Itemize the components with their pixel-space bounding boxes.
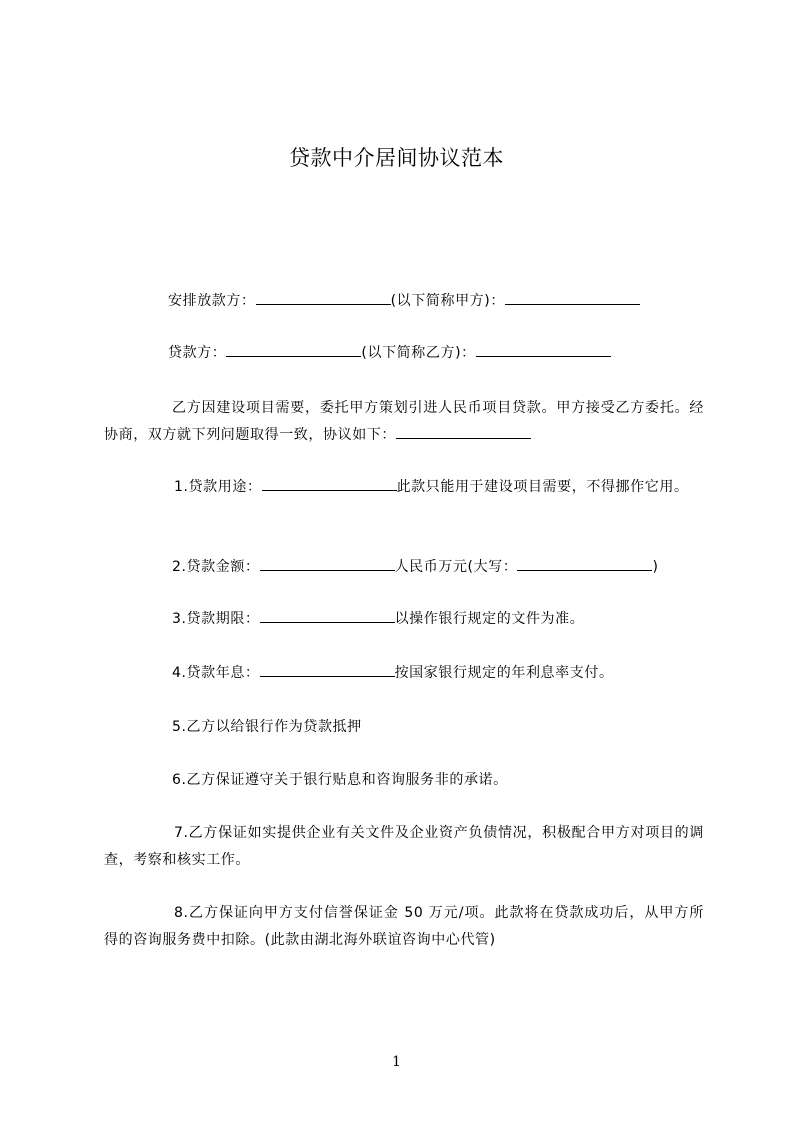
clause-2-text: 人民币万元(大写： bbox=[394, 559, 518, 575]
clause-2-blank bbox=[260, 556, 395, 571]
intro-paragraph bbox=[104, 395, 704, 449]
clause-4-label: 4.贷款年息： bbox=[172, 665, 260, 681]
page-number: 1 bbox=[392, 1054, 401, 1070]
clause-2-label: 2.贷款金额： bbox=[172, 559, 260, 575]
party-b-blank bbox=[226, 342, 361, 357]
clause-2 bbox=[104, 554, 704, 581]
party-b-line bbox=[104, 340, 704, 367]
clause-3-blank bbox=[260, 608, 395, 623]
clause-4 bbox=[104, 660, 704, 687]
clause-1-text: 此款只能用于建设项目需要，不得挪作它用。 bbox=[396, 479, 689, 495]
clause-6: 6.乙方保证遵守关于银行贴息和咨询服务非的承诺。 bbox=[172, 772, 508, 788]
party-b-suffix: (以下简称乙方)： bbox=[361, 345, 476, 361]
party-b-label: 贷款方： bbox=[168, 345, 227, 361]
document-title: 贷款中介居间协议范本 bbox=[289, 146, 504, 170]
clause-3-text: 以操作银行规定的文件为准。 bbox=[394, 611, 585, 627]
intro-text: 乙方因建设项目需要，委托甲方策划引进人民币项目贷款。甲方接受乙方委托。经协商，双方就下列问题取得一致，协议如下： bbox=[104, 400, 704, 443]
party-a-line bbox=[104, 288, 704, 315]
clause-8: 8.乙方保证向甲方支付信誉保证金 50 万元/项。此款将在贷款成功后，从甲方所得的咨询服务费中扣除。(此款由湖北海外联谊咨询中心代管) bbox=[104, 905, 704, 948]
party-a-suffix: (以下简称甲方)： bbox=[390, 293, 505, 309]
clause-5: 5.乙方以给银行作为贷款抵押 bbox=[172, 719, 362, 735]
clause-4-text: 按国家银行规定的年利息率支付。 bbox=[394, 665, 614, 681]
clause-1-label: 1.贷款用途： bbox=[174, 479, 262, 495]
clause-3-label: 3.贷款期限： bbox=[172, 611, 260, 627]
party-a-blank bbox=[256, 290, 391, 305]
clause-2-blank-2 bbox=[517, 556, 652, 571]
party-a-blank-2 bbox=[505, 290, 640, 305]
party-b-blank-2 bbox=[476, 342, 611, 357]
clause-3 bbox=[104, 606, 704, 633]
clause-1 bbox=[104, 474, 704, 501]
party-a-label: 安排放款方： bbox=[168, 293, 256, 309]
clause-2-close: ) bbox=[652, 559, 659, 575]
clause-1-blank bbox=[262, 476, 397, 491]
intro-blank bbox=[396, 424, 531, 439]
clause-4-blank bbox=[260, 662, 395, 677]
clause-7: 7.乙方保证如实提供企业有关文件及企业资产负债情况，积极配合甲方对项目的调查，考察和核实工作。 bbox=[104, 825, 704, 868]
